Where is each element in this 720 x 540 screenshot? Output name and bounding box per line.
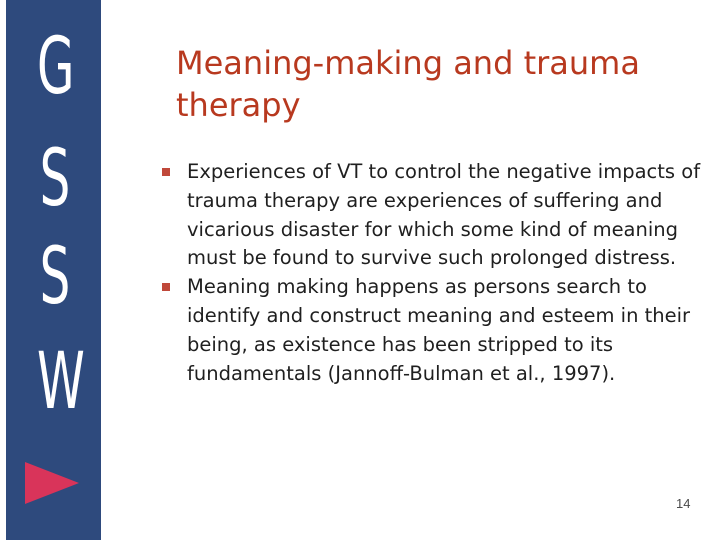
logo-letter-s2: S	[39, 232, 71, 322]
logo-letter-g: G	[37, 22, 75, 112]
sidebar	[0, 0, 101, 540]
bullet-text: Meaning making happens as persons search to identify and construct meaning and esteem in their being, as existence has been stripped to its fundamentals (Jannoff-Bulman et al., 1997).	[187, 275, 691, 385]
sidebar-edge	[0, 0, 6, 540]
logo-letter-s1: S	[39, 134, 71, 224]
slide-title: Meaning-making and trauma therapy	[176, 44, 640, 124]
logo-letter-w: W	[37, 337, 85, 427]
square-bullet-icon	[162, 283, 170, 291]
square-bullet-icon	[162, 168, 170, 176]
bullet-item	[160, 158, 705, 273]
play-triangle-icon	[25, 462, 79, 504]
bullet-item	[160, 273, 705, 388]
page-number: 14	[676, 496, 691, 511]
bullet-text: Experiences of VT to control the negative impacts of trauma therapy are experiences of suffering and vicarious disaster for which some kind of meaning must be found to survive such prolonged distress.	[187, 160, 701, 270]
bullet-list	[160, 158, 705, 388]
